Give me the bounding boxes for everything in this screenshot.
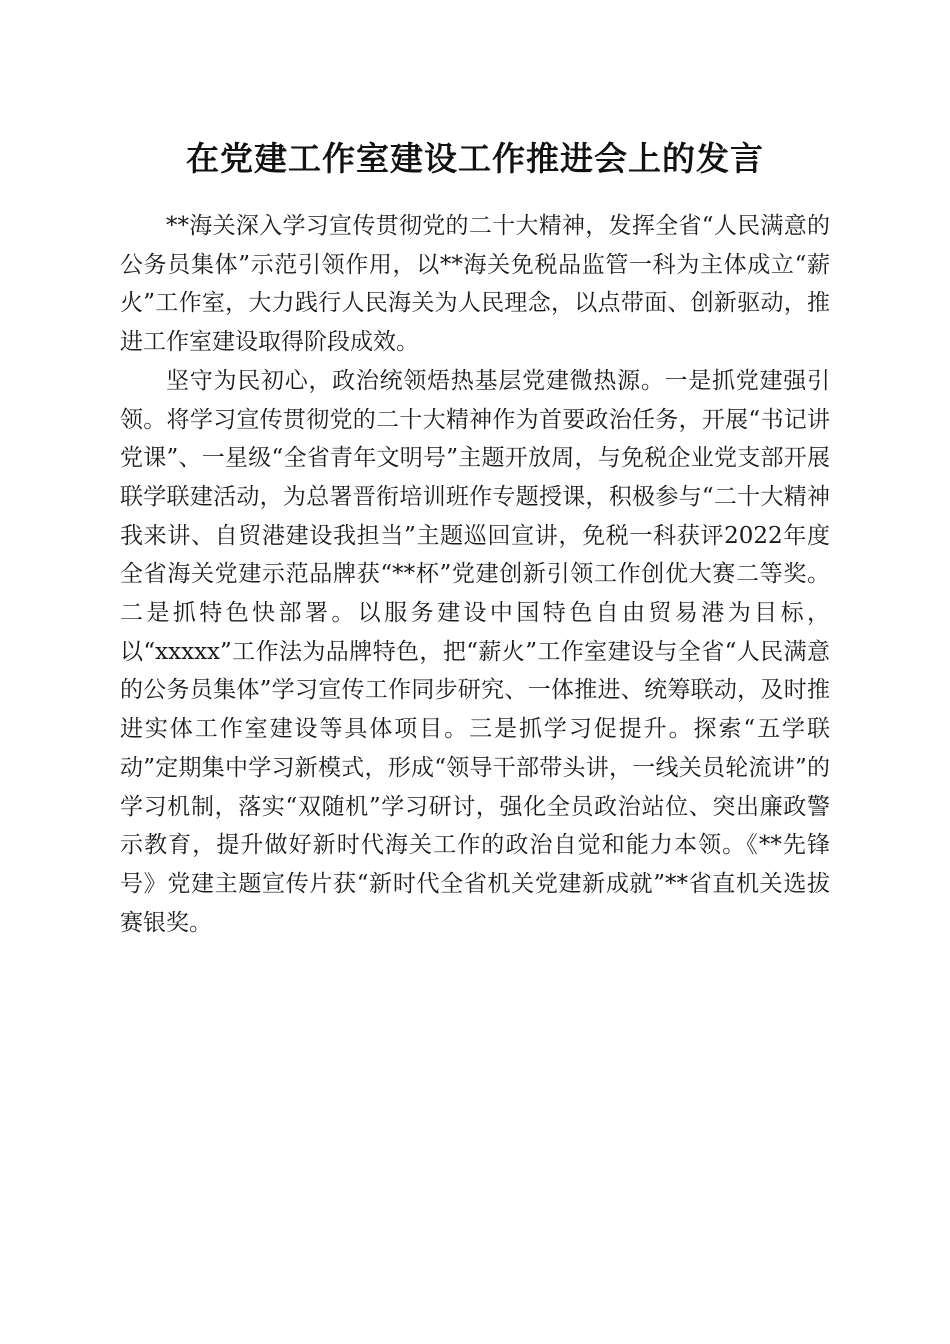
document-body bbox=[120, 207, 830, 942]
paragraph-party-building: 坚守为民初心，政治统领焐热基层党建微热源。一是抓党建强引领。将学习宣传贯彻党的二十大精神作为首要政治任务，开展“书记讲党课”、一星级“全省青年文明号”主题开放周，与免税企业党支部开展联学联建活动，为总署晋衔培训班作专题授课，积极参与“二十大精神我来讲、自贸港建设我担当”主题巡回宣讲，免税一科获评2022年度全省海关党建示范品牌获“**杯”党建创新引领工作创优大赛二等奖。二是抓特色快部署。以服务建设中国特色自由贸易港为目标，以“xxxxx”工作法为品牌特色，把“薪火”工作室建设与全省“人民满意的公务员集体”学习宣传工作同步研究、一体推进、统筹联动，及时推进实体工作室建设等具体项目。三是抓学习促提升。探索“五学联动”定期集中学习新模式，形成“领导干部带头讲，一线关员轮流讲”的学习机制，落实“双随机”学习研讨，强化全员政治站位、突出廉政警示教育，提升做好新时代海关工作的政治自觉和能力本领。《**先锋号》党建主题宣传片获“新时代全省机关党建新成就”**省直机关选拔赛银奖。 bbox=[120, 367, 830, 936]
document-title: 在党建工作室建设工作推进会上的发言 bbox=[186, 139, 764, 178]
paragraph-intro: **海关深入学习宣传贯彻党的二十大精神，发挥全省“人民满意的公务员集体”示范引领作用，以**海关免税品监管一科为主体成立“薪火”工作室，大力践行人民海关为人民理念，以点带面、创新驱动，推进工作室建设取得阶段成效。 bbox=[120, 213, 830, 356]
